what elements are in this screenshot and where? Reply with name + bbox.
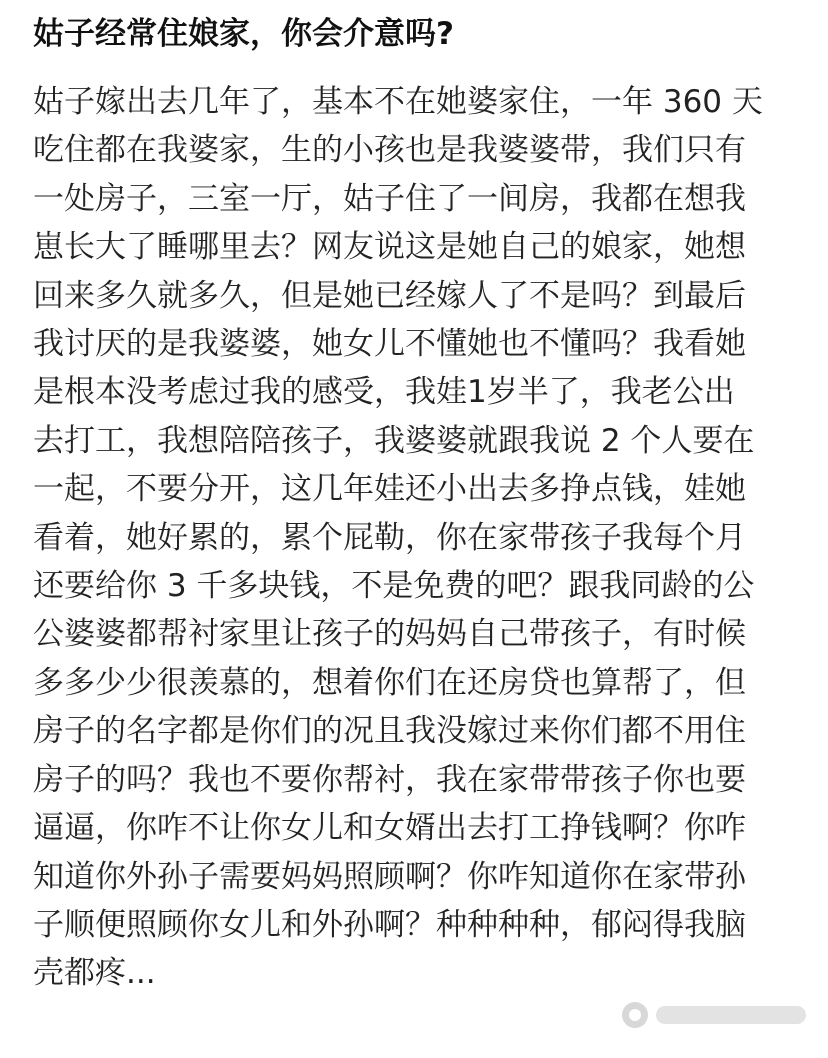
- body-line: 逼逼，你咋不让你女儿和女婿出去打工挣钱啊？你咋: [33, 810, 746, 847]
- watermark: [622, 1002, 806, 1028]
- body-line: 崽长大了睡哪里去？网友说这是她自己的娘家，她想: [33, 229, 746, 266]
- body-line: 是根本没考虑过我的感受，我娃1岁半了，我老公出: [33, 374, 735, 411]
- body-line: 房子的吗？我也不要你帮衬，我在家带带孩子你也要: [33, 761, 746, 798]
- body-line: 还要给你 3 千多块钱，不是免费的吧？跟我同龄的公: [33, 568, 755, 605]
- post-body: [33, 78, 813, 998]
- body-line: 一处房子，三室一厅，姑子住了一间房，我都在想我: [33, 180, 746, 217]
- body-line: 看着，她好累的，累个屁勒，你在家带孩子我每个月: [33, 519, 746, 556]
- body-line: 房子的名字都是你们的况且我没嫁过来你们都不用住: [33, 713, 746, 750]
- body-line: 我讨厌的是我婆婆，她女儿不懂她也不懂吗？我看她: [33, 326, 746, 363]
- body-line: 多多少少很羡慕的，想着你们在还房贷也算帮了，但: [33, 664, 746, 701]
- body-line: 壳都疼...: [33, 955, 156, 992]
- body-line: 去打工，我想陪陪孩子，我婆婆就跟我说 2 个人要在: [33, 422, 755, 459]
- body-line: 吃住都在我婆家，生的小孩也是我婆婆带，我们只有: [33, 132, 746, 169]
- body-line: 回来多久就多久，但是她已经嫁人了不是吗？到最后: [33, 277, 746, 314]
- body-line: 公婆婆都帮衬家里让孩子的妈妈自己带孩子，有时候: [33, 616, 746, 653]
- post-title: 姑子经常住娘家，你会介意吗?: [33, 16, 454, 52]
- watermark-blur-bar: [656, 1006, 806, 1024]
- body-line: 子顺便照顾你女儿和外孙啊？种种种种，郁闷得我脑: [33, 906, 746, 943]
- weibo-watermark-icon: [622, 1002, 648, 1028]
- body-line: 姑子嫁出去几年了，基本不在她婆家住，一年 360 天: [33, 84, 763, 120]
- body-line: 一起，不要分开，这几年娃还小出去多挣点钱，娃她: [33, 471, 746, 508]
- body-line: 知道你外孙子需要妈妈照顾啊？你咋知道你在家带孙: [33, 858, 746, 895]
